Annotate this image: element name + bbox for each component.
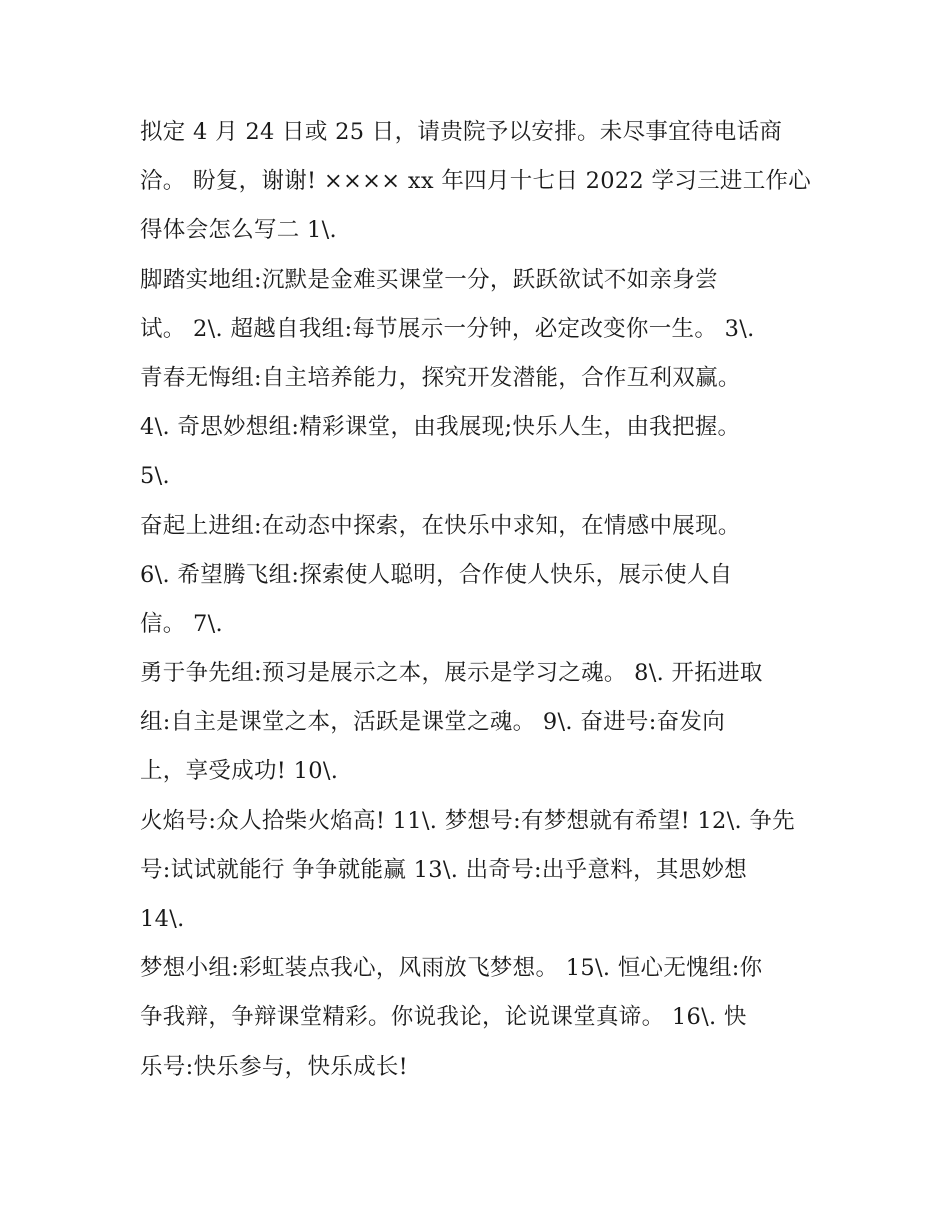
text-line-4: 脚踏实地组:沉默是金难买课堂一分，跃跃欲试不如亲身尝 — [140, 266, 718, 293]
text-line-12: 勇于争先组:预习是展示之本，展示是学习之魂。 8\. 开拓进取 — [140, 660, 763, 687]
text-line-10: 6\. 希望腾飞组:探索使人聪明，合作使人快乐，展示使人自 — [140, 561, 733, 588]
text-line-8: 5\. — [140, 463, 170, 490]
text-line-7: 4\. 奇思妙想组:精彩课堂，由我展现;快乐人生，由我把握。 — [140, 414, 741, 441]
text-line-9: 奋起上进组:在动态中探索，在快乐中求知，在情感中展现。 — [140, 512, 741, 539]
text-line-3: 得体会怎么写二 1\. — [140, 217, 338, 244]
text-line-20: 乐号:快乐参与，快乐成长! — [140, 1053, 409, 1080]
text-line-5: 试。 2\. 超越自我组:每节展示一分钟，必定改变你一生。 3\. — [140, 315, 755, 342]
text-line-14: 上，享受成功! 10\. — [140, 758, 339, 785]
text-line-18: 梦想小组:彩虹装点我心，风雨放飞梦想。 15\. 恒心无愧组:你 — [140, 955, 763, 982]
text-line-15: 火焰号:众人拾柴火焰高! 11\. 梦想号:有梦想就有希望! 12\. 争先 — [140, 807, 795, 834]
body-text — [140, 108, 820, 1092]
text-line-6: 青春无悔组:自主培养能力，探究开发潜能，合作互利双赢。 — [140, 364, 741, 391]
text-line-17: 14\. — [140, 906, 185, 932]
text-line-16: 号:试试就能行 争争就能赢 13\. 出奇号:出乎意料，其思妙想 — [140, 856, 748, 883]
text-line-13: 组:自主是课堂之本，活跃是课堂之魂。 9\. 奋进号:奋发向 — [140, 709, 726, 736]
text-line-11: 信。 7\. — [140, 610, 223, 637]
text-line-1: 拟定 4 月 24 日或 25 日，请贵院予以安排。未尽事宜待电话商 — [140, 119, 783, 145]
text-line-19: 争我辩，争辩课堂精彩。你说我论，论说课堂真谛。 16\. 快 — [140, 1004, 747, 1031]
text-line-2: 洽。 盼复，谢谢! ×××× xx 年四月十七日 2022 学习三进工作心 — [140, 168, 812, 195]
